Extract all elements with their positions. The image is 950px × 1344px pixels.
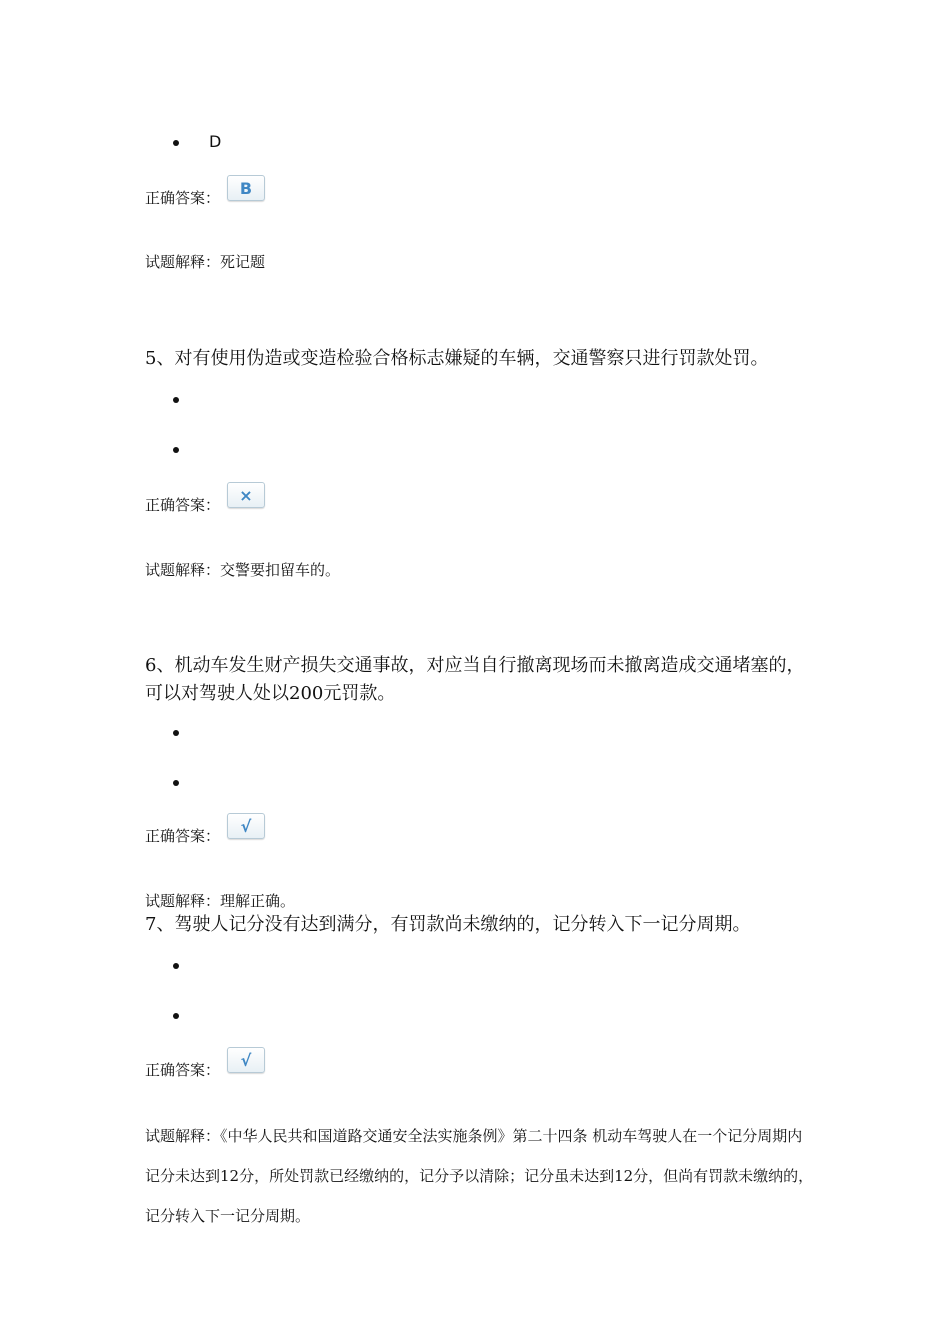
option-bullet[interactable]: [173, 447, 179, 453]
option-bullet: [173, 140, 179, 146]
answer-label: 正确答案：: [145, 189, 221, 207]
check-mark-icon: √: [227, 1047, 265, 1073]
answer-row: [145, 482, 345, 516]
question-7: 7、驾驶人记分没有达到满分，有罚款尚未缴纳的，记分转入下一记分周期。: [145, 914, 751, 935]
answer-label: 正确答案：: [145, 1061, 221, 1079]
question-6: 6、机动车发生财产损失交通事故，对应当自行撤离现场而未撤离造成交通堵塞的，可以对驾驶人处以200元罚款。: [145, 655, 805, 704]
check-mark-icon: √: [227, 813, 265, 839]
option-bullet[interactable]: [173, 397, 179, 403]
cross-mark-icon: ×: [227, 482, 265, 508]
explanation: 试题解释：死记题: [145, 253, 266, 271]
option-bullet[interactable]: [173, 963, 179, 969]
answer-row: [145, 1047, 345, 1081]
answer-label: 正确答案：: [145, 827, 221, 845]
answer-b-icon: B: [227, 175, 265, 201]
explanation: 试题解释：《中华人民共和国道路交通安全法实施条例》第二十四条 机动车驾驶人在一个记分周期内记分未达到12分，所处罚款已经缴纳的，记分予以清除；记分虽未达到12分，但尚有罚款未缴纳的，记分转入下一记分周期。: [145, 1127, 814, 1225]
question-5: 5、对有使用伪造或变造检验合格标志嫌疑的车辆，交通警察只进行罚款处罚。: [145, 348, 769, 369]
option-label-d[interactable]: D: [209, 132, 222, 151]
option-bullet[interactable]: [173, 730, 179, 736]
option-bullet[interactable]: [173, 1013, 179, 1019]
explanation: 试题解释：交警要扣留车的。: [145, 561, 341, 579]
option-bullet[interactable]: [173, 780, 179, 786]
answer-row: [145, 813, 345, 847]
explanation: 试题解释：理解正确。: [145, 892, 296, 910]
answer-label: 正确答案：: [145, 496, 221, 514]
answer-row: [145, 175, 345, 209]
